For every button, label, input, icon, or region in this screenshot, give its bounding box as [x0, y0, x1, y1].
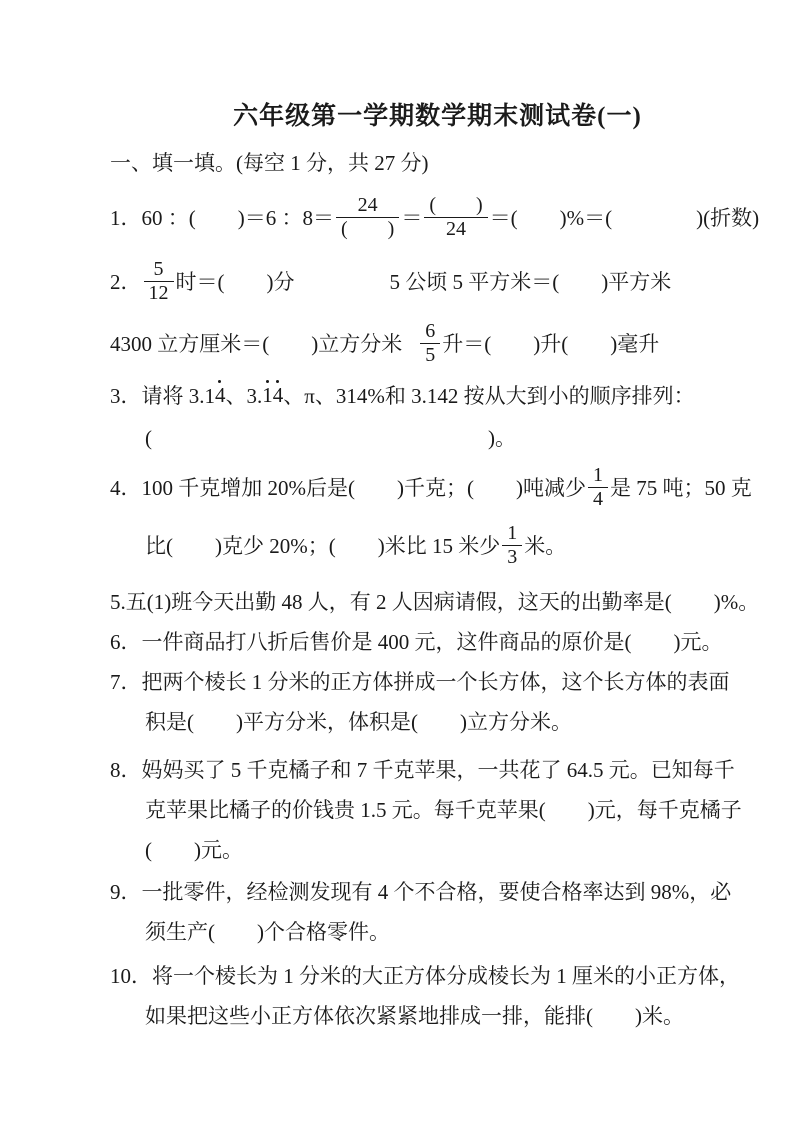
text-run: 升＝( )升( )毫升	[442, 332, 660, 356]
repeating-decimal-digit: 1	[262, 382, 273, 407]
text-run: 比( )克少 20%；( )米比 15 米少	[145, 534, 501, 558]
question-10	[110, 960, 785, 1030]
fraction-numerator: 1	[588, 464, 608, 488]
fraction-denominator: 3	[507, 545, 518, 568]
section-heading: 一、填一填。(每空 1 分，共 27 分)	[110, 151, 429, 175]
text-run: 是 75 吨；50 克	[609, 476, 752, 500]
text-run: 积是( )平方分米，体积是( )立方分米。	[145, 710, 572, 734]
question-line	[110, 254, 785, 308]
fraction-denominator: 4	[592, 487, 603, 510]
question-line	[145, 1000, 785, 1030]
question-line	[110, 626, 785, 656]
fraction	[336, 194, 399, 241]
question-line	[145, 794, 785, 824]
text-run: 、π、314%和 3.142 按从大到小的顺序排列：	[283, 384, 695, 408]
question-line	[110, 876, 785, 906]
text-run: 8．妈妈买了 5 千克橘子和 7 千克苹果，一共花了 64.5 元。已知每千	[110, 758, 735, 782]
text-run: 须生产( )个合格零件。	[145, 920, 390, 944]
fraction-denominator: ( )	[341, 217, 395, 240]
fraction	[588, 464, 608, 511]
text-run: 5.五(1)班今天出勤 48 人，有 2 人因病请假，这天的出勤率是( )%。	[110, 590, 760, 614]
fraction-denominator: 5	[425, 343, 436, 366]
question-line	[145, 518, 785, 572]
fraction-numerator: ( )	[424, 194, 487, 218]
fraction-denominator: 24	[445, 217, 466, 240]
question-8	[110, 754, 785, 864]
text-run: ＝	[401, 206, 423, 230]
question-line	[145, 706, 785, 736]
text-run: 时＝( )分	[175, 270, 295, 294]
fraction	[420, 320, 440, 367]
question-line	[110, 666, 785, 696]
question-9	[110, 876, 785, 946]
text-run: 7．把两个棱长 1 分米的正方体拼成一个长方体，这个长方体的表面	[110, 670, 730, 694]
text-run: ( )元。	[145, 838, 243, 862]
question-line	[145, 916, 785, 946]
question-line	[110, 190, 785, 244]
question-line	[110, 380, 785, 410]
question-2	[110, 254, 785, 370]
repeating-decimal-digit: 4	[272, 382, 284, 407]
fraction-numerator: 5	[144, 258, 174, 282]
fraction	[502, 522, 522, 569]
text-run: 2．	[110, 270, 142, 294]
fraction	[144, 258, 174, 305]
text-run: 1．60 ：( )＝6 ：8＝	[110, 206, 334, 230]
text-run: 4300 立方厘米＝( )立方分米	[110, 332, 403, 356]
text-run: 10．将一个棱长为 1 分米的大正方体分成棱长为 1 厘米的小正方体，	[110, 964, 740, 988]
question-line	[145, 834, 785, 864]
page-title: 六年级第一学期数学期末测试卷(一)	[233, 103, 642, 130]
repeating-decimal-digit: 4	[215, 382, 226, 407]
question-line	[110, 960, 785, 990]
question-line	[110, 586, 785, 616]
text-run: 3．请将 3.1	[110, 384, 215, 408]
question-line	[145, 422, 785, 452]
fraction-numerator: 1	[502, 522, 522, 546]
question-4	[110, 460, 785, 572]
text-run: 9．一批零件，经检测发现有 4 个不合格，要使合格率达到 98%，必	[110, 880, 732, 904]
text-run: 克苹果比橘子的价钱贵 1.5 元。每千克苹果( )元，每千克橘子	[145, 798, 742, 822]
question-1	[110, 190, 785, 244]
question-3	[110, 380, 785, 452]
fraction	[424, 194, 487, 241]
question-line	[110, 460, 785, 514]
question-6	[110, 626, 785, 656]
text-run: 5 公顷 5 平方米＝( )平方米	[389, 270, 672, 294]
question-5	[110, 586, 785, 616]
fraction-numerator: 24	[336, 194, 399, 218]
text-run: 6．一件商品打八折后售价是 400 元，这件商品的原价是( )元。	[110, 630, 723, 654]
question-7	[110, 666, 785, 736]
text-run: 4．100 千克增加 20%后是( )千克；( )吨减少	[110, 476, 586, 500]
text-run: 如果把这些小正方体依次紧紧地排成一排，能排( )米。	[145, 1004, 684, 1028]
text-run: 米。	[524, 534, 567, 558]
question-line	[110, 316, 785, 370]
text-run: ( )。	[145, 426, 516, 450]
fraction-numerator: 6	[420, 320, 440, 344]
text-run: 、3.	[225, 384, 263, 408]
text-run: ＝( )%＝( )(折数)	[489, 206, 760, 230]
fraction-denominator: 12	[148, 281, 169, 304]
question-line	[110, 754, 785, 784]
